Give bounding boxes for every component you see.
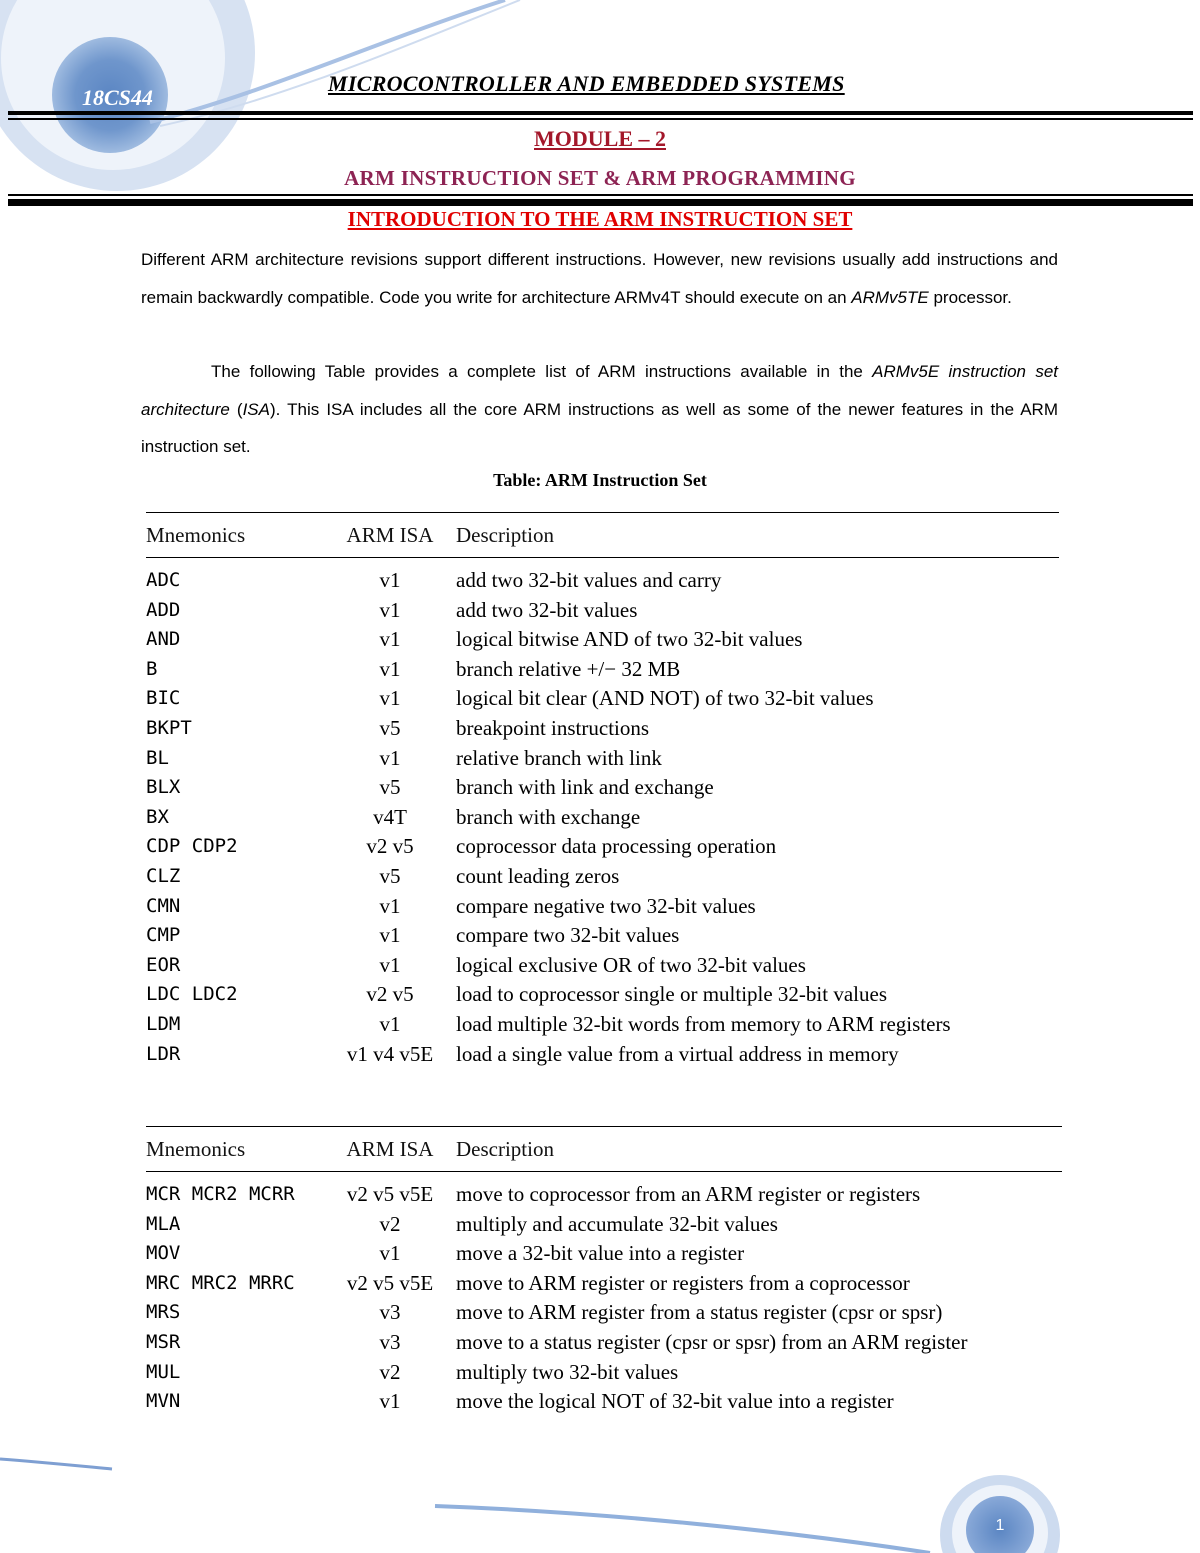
table-row: [146, 714, 1059, 744]
description-cell: compare negative two 32-bit values: [456, 893, 756, 918]
description-cell: add two 32-bit values: [456, 597, 638, 622]
mnemonic-cell: LDC LDC2: [146, 983, 238, 1006]
isa-cell: v2 v5 v5E: [346, 1182, 434, 1206]
table-row: [146, 558, 1059, 596]
mnemonic-cell: LDM: [146, 1012, 181, 1035]
column-header-isa: ARM ISA: [346, 1137, 434, 1161]
instruction-table-2: [146, 1126, 1062, 1417]
para1-italic: ARMv5TE: [851, 287, 929, 307]
table-body: [146, 1172, 1062, 1417]
section-heading: INTRODUCTION TO THE ARM INSTRUCTION SET: [347, 207, 853, 231]
isa-cell: v1: [379, 597, 401, 622]
instruction-table-1: [146, 512, 1059, 1069]
isa-cell: v1: [379, 656, 401, 681]
description-cell: move to a status register (cpsr or spsr) from an ARM register: [456, 1329, 968, 1354]
chapter-rule-thick: [8, 199, 1193, 206]
para2-italic-isa-name: ARMv5E instruction set architecture: [141, 362, 1058, 419]
isa-cell: v4T: [373, 804, 407, 829]
header-rule-thin: [8, 118, 1193, 120]
isa-cell: v1: [379, 923, 401, 948]
mnemonic-cell: CLZ: [146, 864, 181, 887]
table-row: [146, 803, 1059, 833]
table-row: [146, 1358, 1062, 1388]
mnemonic-cell: AND: [146, 628, 181, 651]
description-cell: logical exclusive OR of two 32-bit values: [456, 952, 806, 977]
mnemonic-cell: BIC: [146, 687, 181, 710]
table-body: [146, 558, 1059, 1070]
table-row: [146, 1387, 1062, 1417]
mnemonic-cell: B: [146, 657, 158, 680]
table-row: [146, 862, 1059, 892]
para2-text: The following Table provides a complete list of ARM instructions available in the: [211, 362, 873, 381]
table-intro-paragraph: [141, 353, 1058, 466]
description-cell: breakpoint instructions: [456, 715, 650, 740]
para2-italic-isa: ISA: [242, 399, 270, 419]
mnemonic-cell: MCR MCR2 MCRR: [146, 1183, 295, 1205]
column-header-mnemonics: Mnemonics: [146, 523, 246, 547]
isa-cell: v5: [379, 715, 401, 740]
table-row: [146, 596, 1059, 626]
description-cell: move to ARM register from a status register (cpsr or spsr): [456, 1300, 943, 1325]
isa-cell: v1: [379, 1389, 401, 1414]
isa-cell: v1: [379, 1011, 401, 1036]
table-row: [146, 951, 1059, 981]
isa-cell: v1: [379, 686, 401, 711]
course-code: 18CS44: [82, 85, 153, 110]
page-number: 1: [995, 1517, 1005, 1534]
description-cell: move to coprocessor from an ARM register or registers: [456, 1182, 921, 1206]
description-cell: branch with link and exchange: [456, 775, 714, 800]
table-row: [146, 892, 1059, 922]
module-title: MODULE – 2: [534, 126, 666, 151]
table-row: [146, 1040, 1059, 1070]
description-cell: multiply and accumulate 32-bit values: [456, 1211, 778, 1236]
isa-cell: v2 v5: [366, 982, 414, 1007]
para1-text-end: processor.: [928, 287, 1012, 307]
table-header-row: [146, 513, 1059, 558]
isa-cell: v1 v4 v5E: [346, 1041, 434, 1066]
isa-cell: v2: [379, 1359, 401, 1384]
isa-cell: v2 v5: [366, 834, 414, 859]
mnemonic-cell: MRC MRC2 MRRC: [146, 1271, 295, 1294]
description-cell: multiply two 32-bit values: [456, 1359, 679, 1384]
isa-cell: v2 v5 v5E: [346, 1270, 434, 1295]
column-header-description: Description: [456, 1137, 554, 1161]
isa-cell: v1: [379, 893, 401, 918]
mnemonic-cell: MOV: [146, 1242, 181, 1265]
bottom-swoosh: [435, 1506, 930, 1553]
table-row: [146, 1328, 1062, 1358]
table-row: [146, 1210, 1062, 1240]
mnemonic-cell: BKPT: [146, 716, 192, 739]
para1-text: Different ARM architecture revisions support different instructions. However, new revisions usually add instructions and remain backwardly compatible. Code you write for architecture ARMv4T should execute on an: [141, 250, 1058, 307]
table-row: [146, 1298, 1062, 1328]
mnemonic-cell: CDP CDP2: [146, 835, 238, 858]
mnemonic-cell: ADD: [146, 598, 181, 621]
table-row: [146, 1239, 1062, 1269]
mnemonic-cell: CMN: [146, 894, 181, 917]
mnemonic-cell: CMP: [146, 924, 181, 947]
table-caption: Table: ARM Instruction Set: [493, 470, 707, 490]
mnemonic-cell: MVN: [146, 1390, 181, 1413]
para2-paren: (: [229, 399, 243, 419]
description-cell: move a 32-bit value into a register: [456, 1241, 745, 1266]
chapter-rule-thin: [8, 194, 1193, 196]
table-header-row: [146, 1127, 1062, 1172]
description-cell: relative branch with link: [456, 745, 662, 770]
table-row: [146, 1010, 1059, 1040]
mnemonic-cell: MRS: [146, 1301, 181, 1324]
isa-cell: v1: [379, 745, 401, 770]
table-row: [146, 1172, 1062, 1210]
bottom-left-swoosh: [0, 1459, 112, 1469]
mnemonic-cell: MLA: [146, 1212, 181, 1235]
table-row: [146, 773, 1059, 803]
isa-cell: v3: [379, 1300, 401, 1325]
description-cell: load multiple 32-bit words from memory to ARM registers: [456, 1011, 951, 1036]
intro-paragraph: [141, 241, 1058, 316]
description-cell: branch relative +/− 32 MB: [456, 656, 681, 681]
table-row: [146, 832, 1059, 862]
mnemonic-cell: MSR: [146, 1330, 181, 1353]
table-row: [146, 921, 1059, 951]
table-row: [146, 625, 1059, 655]
column-header-mnemonics: Mnemonics: [146, 1137, 246, 1161]
description-cell: move the logical NOT of 32-bit value into a register: [456, 1389, 894, 1414]
table-row: [146, 744, 1059, 774]
mnemonic-cell: BX: [146, 805, 169, 828]
description-cell: coprocessor data processing operation: [456, 834, 777, 859]
table-row: [146, 980, 1059, 1010]
mnemonic-cell: BLX: [146, 776, 181, 799]
description-cell: load a single value from a virtual address in memory: [456, 1041, 899, 1066]
isa-cell: v2: [379, 1211, 401, 1236]
isa-cell: v1: [379, 568, 401, 592]
description-cell: logical bit clear (AND NOT) of two 32-bit values: [456, 686, 874, 711]
isa-cell: v1: [379, 627, 401, 652]
column-header-isa: ARM ISA: [346, 523, 434, 547]
mnemonic-cell: MUL: [146, 1360, 181, 1383]
description-cell: compare two 32-bit values: [456, 923, 680, 948]
isa-cell: v3: [379, 1329, 401, 1354]
mnemonic-cell: BL: [146, 746, 169, 769]
description-cell: logical bitwise AND of two 32-bit values: [456, 627, 803, 652]
isa-cell: v5: [379, 775, 401, 800]
chapter-title: ARM INSTRUCTION SET & ARM PROGRAMMING: [344, 166, 856, 190]
table-row: [146, 1269, 1062, 1299]
isa-cell: v1: [379, 952, 401, 977]
description-cell: load to coprocessor single or multiple 32-bit values: [456, 982, 887, 1007]
description-cell: count leading zeros: [456, 863, 620, 888]
para2-text-end: ). This ISA includes all the core ARM instructions as well as some of the newer features in the ARM instruction set.: [141, 399, 1058, 456]
mnemonic-cell: LDR: [146, 1042, 181, 1065]
isa-cell: v1: [379, 1241, 401, 1266]
mnemonic-cell: EOR: [146, 953, 181, 976]
mnemonic-cell: ADC: [146, 569, 181, 591]
description-cell: branch with exchange: [456, 804, 641, 829]
description-cell: move to ARM register or registers from a coprocessor: [456, 1270, 910, 1295]
description-cell: add two 32-bit values and carry: [456, 568, 722, 592]
table-row: [146, 684, 1059, 714]
isa-cell: v5: [379, 863, 401, 888]
header-rule-thick: [8, 111, 1193, 115]
column-header-description: Description: [456, 523, 554, 547]
table-row: [146, 655, 1059, 685]
subject-title: MICROCONTROLLER AND EMBEDDED SYSTEMS: [328, 71, 845, 96]
